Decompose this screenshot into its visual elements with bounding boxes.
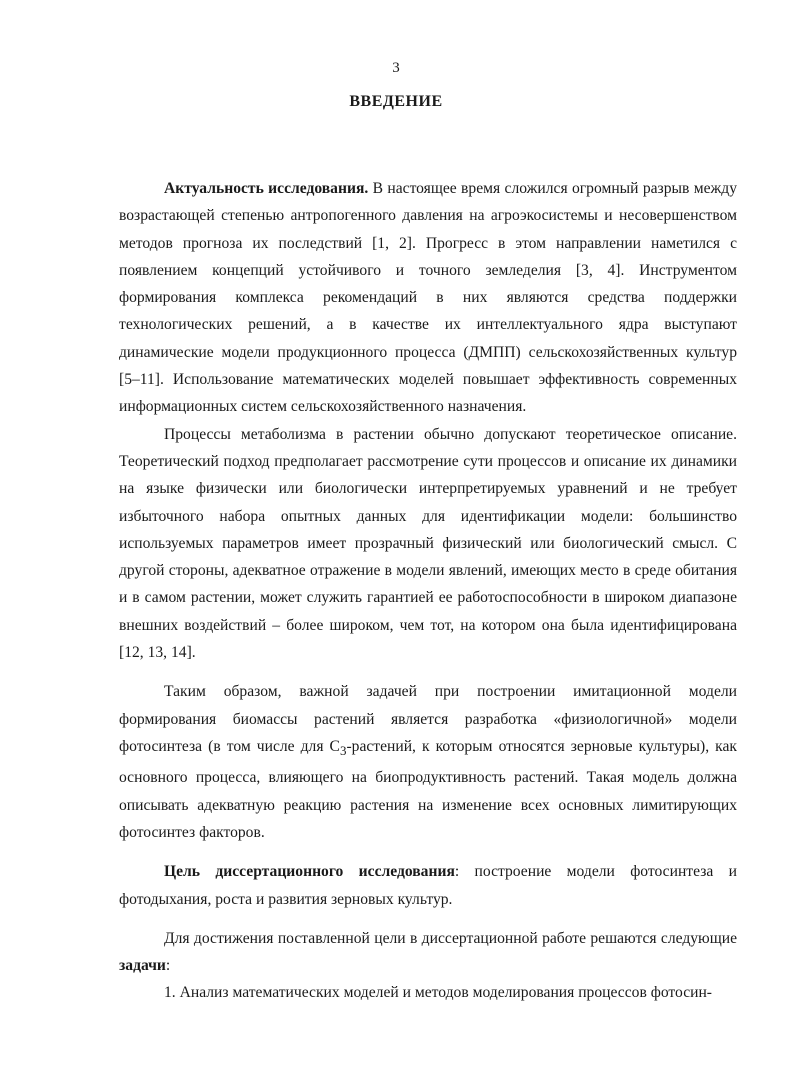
goal-heading: Цель диссертационного исследования	[164, 863, 455, 881]
section-title: ВВЕДЕНИЕ	[349, 93, 443, 110]
goal-text: : построение модели фотосинтеза и фотодыхания, роста и развития зерновых культур.	[119, 863, 737, 908]
list-item-1: 1. Анализ математических моделей и методов моделирования процессов фотосин-	[164, 984, 713, 1002]
relevance-text: В настоящее время сложился огромный разрыв между возрастающей степенью антропогенного давления на агроэкосистемы и несовершенством методов прогноза их последствий [1, 2]. Прогресс в этом направлении наметился с появлением концепций устойчивого и точного земледелия [3, 4]. Инструментом формирования комплекса рекомендаций в них являются средства поддержки технологических решений, а в качестве их интеллектуального ядра выступают динамические модели продукционного процесса (ДМПП) сельскохозяйственных культур [5–11]. Использование математических моделей повышает эффективность современных информационных систем сельскохозяйственного назначения.	[119, 180, 737, 416]
paragraph-metabolism: Процессы метаболизма в растении обычно допускают теоретическое описание. Теоретический подход предполагает рассмотрение сути процессов и описание их динамики на языке физически или биологически интерпретируемых уравнений и не требует избыточного набора опытных данных для идентификации модели: большинство используемых параметров имеет прозрачный физический или биологический смысл. С другой стороны, адекватное отражение в модели явлений, имеющих место в среде обитания и в самом растении, может служить гарантией ее работоспособности в широком диапазоне внешних воздействий – более широком, чем тот, на котором она была идентифицирована [12, 13, 14].	[119, 425, 737, 662]
objectives-end: :	[165, 957, 171, 975]
task-text-b: -растений, к которым относятся зерновые культуры), как основного процесса, влияющего на биопродуктивность растений. Такая модель должна описывать адекватную реакцию растения на изменение всех основных лимитирующих фотосинтез факторов.	[119, 737, 737, 841]
objectives-text: Для достижения поставленной цели в диссертационной работе решаются следующие	[164, 929, 737, 947]
task-text-a: Таким образом, важной задачей при построении имитационной модели формирования биомассы растений является разработка «физиологичной» модели фотосинтеза (в том числе для С	[119, 683, 737, 755]
paragraph-task	[119, 678, 737, 846]
page-number: 3	[392, 60, 400, 76]
task-subscript: 3	[339, 743, 347, 759]
paragraph-relevance	[119, 175, 737, 421]
body-text	[119, 175, 737, 1007]
relevance-heading: Актуальность исследования.	[164, 180, 369, 197]
paragraph-objectives	[119, 925, 737, 980]
paragraph-goal	[119, 858, 737, 913]
objectives-bold: задачи	[119, 957, 166, 975]
